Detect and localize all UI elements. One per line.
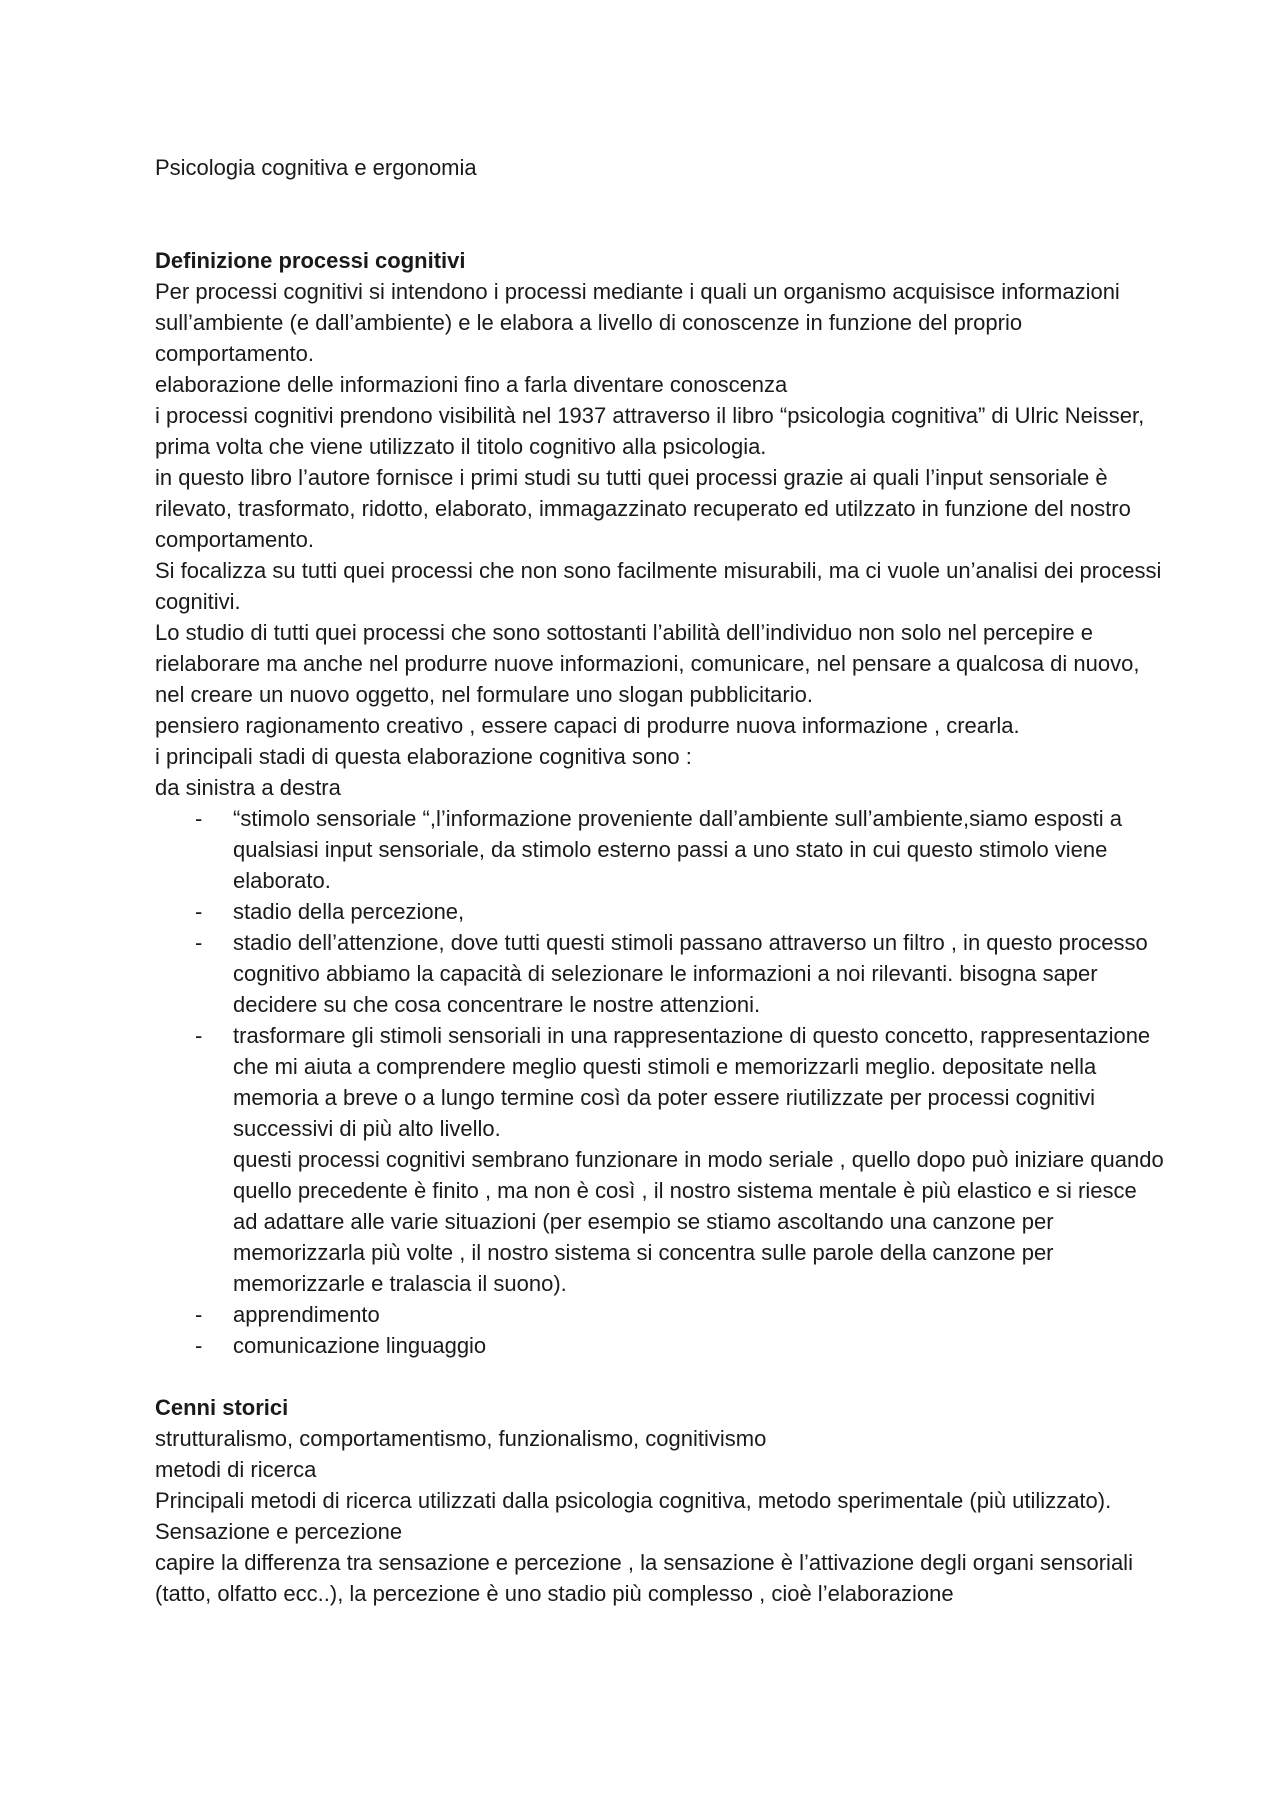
list-item-text: stadio della percezione,: [233, 899, 465, 924]
paragraph: in questo libro l’autore fornisce i primi studi su tutti quei processi grazie ai quali l’input sensoriale è rilevato, trasformato, ridotto, elaborato, immagazzinato recuperato ed utilzzato in funzione del nostro comportamento.: [155, 465, 1131, 552]
paragraph: Principali metodi di ricerca utilizzati dalla psicologia cognitiva, metodo sperimentale (più utilizzato).: [155, 1488, 1112, 1513]
list-item-text: stadio dell’attenzione, dove tutti questi stimoli passano attraverso un filtro , in questo processo cognitivo abbiamo la capacità di selezionare le informazioni a noi rilevanti. bisogna saper decidere su che cosa concentrare le nostre attenzioni.: [233, 930, 1148, 1017]
document-title: Psicologia cognitiva e ergonomia: [155, 155, 477, 180]
stages-list: [155, 803, 1165, 1361]
section-heading-cenni-storici: Cenni storici: [155, 1395, 289, 1420]
bullet-dash: -: [195, 899, 203, 924]
bullet-dash: -: [195, 930, 203, 955]
document-body: [155, 152, 1165, 1609]
paragraph: Per processi cognitivi si intendono i processi mediante i quali un organismo acquisisce informazioni sull’ambiente (e dall’ambiente) e le elabora a livello di conoscenze in funzione del proprio comportamento.: [155, 279, 1120, 366]
paragraph: capire la differenza tra sensazione e percezione , la sensazione è l’attivazione degli organi sensoriali (tatto, olfatto ecc..), la percezione è uno stadio più complesso , cioè l’elaborazione: [155, 1550, 1133, 1606]
paragraph: i principali stadi di questa elaborazione cognitiva sono :: [155, 744, 692, 769]
list-item: [155, 1299, 1165, 1330]
bullet-dash: -: [195, 1302, 203, 1327]
section-heading-definizione: Definizione processi cognitivi: [155, 248, 466, 273]
list-item: [155, 896, 1165, 927]
list-item-continuation: questi processi cognitivi sembrano funzionare in modo seriale , quello dopo può iniziare quando quello precedente è finito , ma non è così , il nostro sistema mentale è più elastico e si riesce ad adattare alle varie situazioni (per esempio se stiamo ascoltando una canzone per memorizzarla più volte , il nostro sistema si concentra sulle parole della canzone per memorizzarle e tralascia il suono).: [233, 1147, 1164, 1296]
list-item: [155, 1330, 1165, 1361]
paragraph: metodi di ricerca: [155, 1457, 317, 1482]
paragraph: elaborazione delle informazioni fino a farla diventare conoscenza: [155, 372, 788, 397]
bullet-dash: -: [195, 806, 203, 831]
paragraph: Lo studio di tutti quei processi che sono sottostanti l’abilità dell’individuo non solo nel percepire e rielaborare ma anche nel produrre nuove informazioni, comunicare, nel pensare a qualcosa di nuovo, nel creare un nuovo oggetto, nel formulare uno slogan pubblicitario.: [155, 620, 1140, 707]
list-item: [155, 803, 1165, 896]
paragraph: i processi cognitivi prendono visibilità nel 1937 attraverso il libro “psicologia cognitiva” di Ulric Neisser, prima volta che viene utilizzato il titolo cognitivo alla psicologia.: [155, 403, 1145, 459]
list-item: [155, 927, 1165, 1020]
list-item-text: trasformare gli stimoli sensoriali in una rappresentazione di questo concetto, rappresentazione che mi aiuta a comprendere meglio questi stimoli e memorizzarli meglio. depositate nella memoria a breve o a lungo termine così da poter essere riutilizzate per processi cognitivi successivi di più alto livello.: [233, 1023, 1151, 1141]
paragraph: Sensazione e percezione: [155, 1519, 403, 1544]
bullet-dash: -: [195, 1023, 203, 1048]
bullet-dash: -: [195, 1333, 203, 1358]
list-item-text: “stimolo sensoriale “,l’informazione proveniente dall’ambiente sull’ambiente,siamo esposti a qualsiasi input sensoriale, da stimolo esterno passi a uno stato in cui questo stimolo viene elaborato.: [233, 806, 1122, 893]
section-spacer: [155, 1361, 1165, 1392]
paragraph: strutturalismo, comportamentismo, funzionalismo, cognitivismo: [155, 1426, 767, 1451]
paragraph: da sinistra a destra: [155, 775, 341, 800]
list-item-text: apprendimento: [233, 1302, 380, 1327]
list-item: [155, 1020, 1165, 1299]
list-item-text: comunicazione linguaggio: [233, 1333, 487, 1358]
paragraph: pensiero ragionamento creativo , essere capaci di produrre nuova informazione , crearla.: [155, 713, 1020, 738]
title-spacer: [155, 183, 1165, 245]
paragraph: Si focalizza su tutti quei processi che non sono facilmente misurabili, ma ci vuole un’analisi dei processi cognitivi.: [155, 558, 1162, 614]
